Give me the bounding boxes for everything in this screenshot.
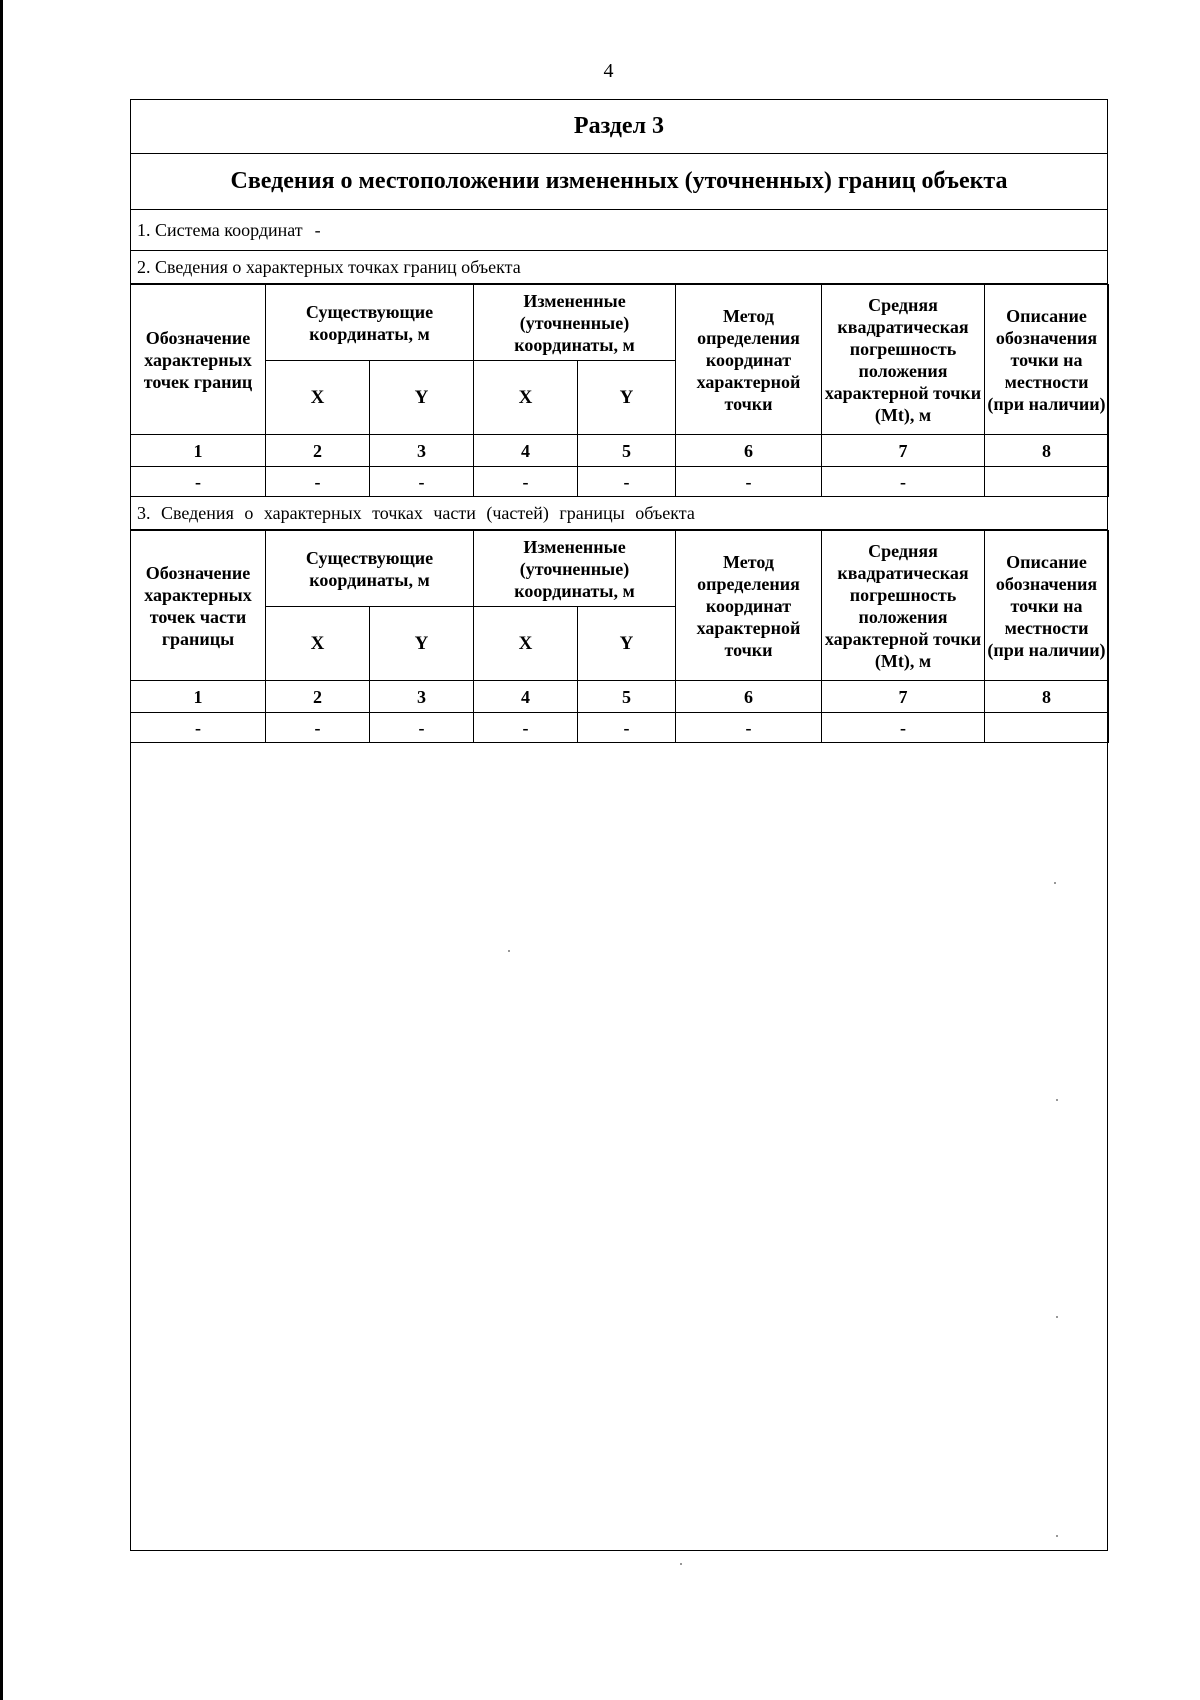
header-error: Средняя квадратическая погрешность положения характерной точки (Mt), м	[822, 531, 985, 681]
section-title: Сведения о местоположении измененных (уточненных) границ объекта	[131, 154, 1107, 210]
col-number: 6	[676, 435, 822, 467]
header-designation: Обозначение характерных точек границ	[131, 285, 266, 435]
header-changed-x: X	[474, 361, 578, 435]
coord-system-line	[131, 210, 1107, 251]
header-existing-y: Y	[370, 607, 474, 681]
coord-system-value: -	[314, 219, 321, 240]
coord-system-label: 1. Система координат	[137, 219, 303, 240]
col-number: 5	[578, 681, 676, 713]
col-number: 1	[131, 681, 266, 713]
part-boundary-points-title: 3. Сведения о характерных точках части (частей) границы объекта	[131, 497, 1107, 530]
scan-speck	[508, 950, 510, 952]
header-existing-x: X	[266, 361, 370, 435]
col-number: 2	[266, 681, 370, 713]
section-frame	[130, 99, 1108, 1551]
col-number: 3	[370, 435, 474, 467]
col-number: 7	[822, 681, 985, 713]
col-number: 8	[985, 435, 1109, 467]
header-method: Метод определения координат характерной точки	[676, 531, 822, 681]
header-description: Описание обозначения точки на местности (при наличии)	[985, 285, 1109, 435]
header-existing-x: X	[266, 607, 370, 681]
header-error: Средняя квадратическая погрешность положения характерной точки (Mt), м	[822, 285, 985, 435]
col-number: 4	[474, 681, 578, 713]
section-label: Раздел 3	[131, 100, 1107, 154]
table-cell: -	[822, 467, 985, 497]
column-numbers-row	[131, 681, 1109, 713]
header-designation: Обозначение характерных точек части границы	[131, 531, 266, 681]
header-changed-y: Y	[578, 361, 676, 435]
scan-speck	[680, 1563, 682, 1565]
header-existing-coords: Существующие координаты, м	[266, 531, 474, 607]
scan-speck	[1054, 882, 1056, 884]
table-cell: -	[266, 467, 370, 497]
table-cell: -	[578, 713, 676, 743]
table-cell	[985, 713, 1109, 743]
col-number: 8	[985, 681, 1109, 713]
scan-speck	[1056, 1535, 1058, 1537]
table-cell: -	[266, 713, 370, 743]
col-number: 2	[266, 435, 370, 467]
table-cell: -	[131, 467, 266, 497]
header-changed-coords: Измененные (уточненные) координаты, м	[474, 531, 676, 607]
boundary-points-table	[130, 284, 1109, 497]
page-number: 4	[603, 60, 614, 82]
header-existing-coords: Существующие координаты, м	[266, 285, 474, 361]
header-method: Метод определения координат характерной точки	[676, 285, 822, 435]
table-row	[131, 467, 1109, 497]
part-boundary-points-table	[130, 530, 1109, 743]
header-changed-coords: Измененные (уточненные) координаты, м	[474, 285, 676, 361]
table-cell: -	[131, 713, 266, 743]
header-existing-y: Y	[370, 361, 474, 435]
col-number: 5	[578, 435, 676, 467]
header-description: Описание обозначения точки на местности (при наличии)	[985, 531, 1109, 681]
column-numbers-row	[131, 435, 1109, 467]
col-number: 1	[131, 435, 266, 467]
col-number: 6	[676, 681, 822, 713]
scan-speck	[1056, 1099, 1058, 1101]
scan-left-edge	[0, 0, 3, 1700]
table-cell	[985, 467, 1109, 497]
col-number: 3	[370, 681, 474, 713]
header-changed-y: Y	[578, 607, 676, 681]
table-cell: -	[474, 713, 578, 743]
table-cell: -	[676, 713, 822, 743]
col-number: 4	[474, 435, 578, 467]
scan-speck	[1056, 1316, 1058, 1318]
table-cell: -	[370, 467, 474, 497]
table-cell: -	[676, 467, 822, 497]
col-number: 7	[822, 435, 985, 467]
table-cell: -	[578, 467, 676, 497]
boundary-points-title: 2. Сведения о характерных точках границ объекта	[131, 251, 1107, 284]
table-cell: -	[370, 713, 474, 743]
table-cell: -	[474, 467, 578, 497]
table-row	[131, 713, 1109, 743]
table-cell: -	[822, 713, 985, 743]
header-changed-x: X	[474, 607, 578, 681]
